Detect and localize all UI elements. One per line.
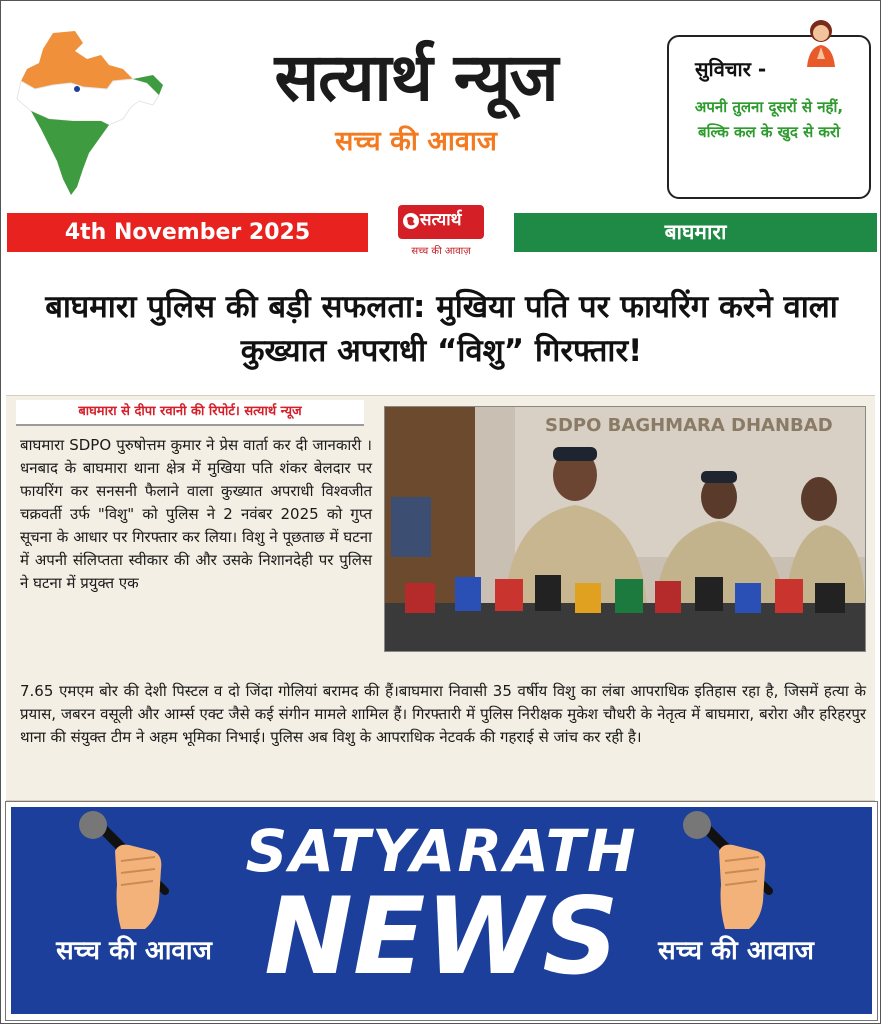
photo-sign-text: SDPO BAGHMARA DHANBAD [545, 415, 833, 436]
thought-of-day-box [667, 35, 871, 199]
byline: बाघमारा से दीपा रवानी की रिपोर्ट। सत्यार्थ न्यूज [16, 400, 364, 426]
banner-slogan-left: सच्च की आवाज [56, 936, 212, 966]
article-body-part1: बाघमारा SDPO पुरुषोत्तम कुमार ने प्रेस वार्ता कर दी जानकारी ।धनबाद के बाघमारा थाना क्षेत्र में मुखिया पति शंकर बेलदार पर फायरिंग कर सनसनी फैलाने वाला कुख्यात अपराधी विश्वजीत चक्रवर्ती उर्फ "विशु" को पुलिस ने 2 नवंबर 2025 को गुप्त सूचना के आधार पर गिरफ्तार कर लिया। विशु ने पूछताछ में घटना में अपनी संलिप्तता स्वीकार की और उसके निशानदेही पर पुलिस ने घटना में प्रयुक्त एक [20, 436, 372, 592]
masthead [171, 33, 661, 158]
press-conference-photo [384, 406, 866, 652]
logo-pill [398, 205, 484, 239]
masthead-title: सत्यार्थ न्यूज [274, 39, 558, 116]
satyarath-news-banner [11, 807, 872, 1014]
location-bar: बाघमारा [514, 213, 877, 252]
banner-title-word2: NEWS [264, 875, 619, 998]
logo-subtext: सच्च की आवाज़ [411, 246, 471, 257]
masthead-tagline: सच्च की आवाज [335, 126, 497, 157]
date-bar: 4th November 2025 [7, 213, 368, 252]
article [6, 395, 875, 801]
banner-title-word1: SATYARATH [245, 817, 638, 885]
india-map-icon [13, 29, 163, 197]
banner-slogan-right: सच्च की आवाज [658, 936, 814, 966]
quote-text: अपनी तुलना दूसरों से नहीं, बल्कि कल के खुद से करो [694, 98, 844, 141]
quote-title: सुविचार - [695, 57, 767, 81]
namaste-avatar-icon [801, 17, 841, 69]
globe-icon [402, 212, 420, 230]
logo-text: सत्यार्थ [420, 210, 462, 230]
headline: बाघमारा पुलिस की बड़ी सफलता: मुखिया पति पर फायरिंग करने वाला कुख्यात अपराधी “विशु” गिरफ्तार! [45, 289, 838, 369]
article-body-part2: 7.65 एमएम बोर की देशी पिस्टल व दो जिंदा गोलियां बरामद की हैं।बाघमारा निवासी 35 वर्षीय विशु का लंबा आपराधिक इतिहास रहा है, जिसमें हत्या के प्रयास, जबरन वसूली और आर्म्स एक्ट जैसे कई संगीन मामले शामिल हैं। गिरफ्तारी में पुलिस निरीक्षक मुकेश चौधरी के नेतृत्व में बाघमारा, बरोरा और हरिहरपुर थाना की संयुक्त टीम ने अहम भूमिका निभाई। पुलिस अब विशु के आपराधिक नेटवर्क की गहराई से जांच कर रही है। [20, 682, 866, 746]
satyarath-logo [398, 205, 484, 259]
